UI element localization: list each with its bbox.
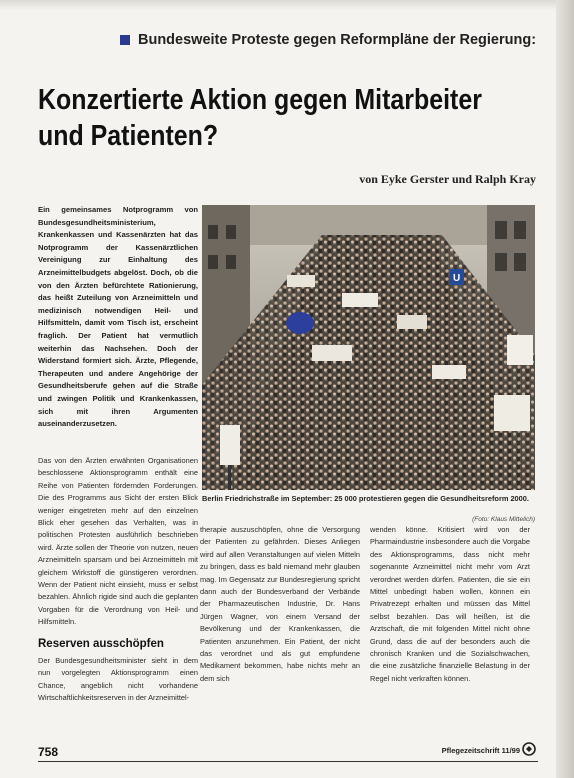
kicker-text: Bundesweite Proteste gegen Reformpläne der Regierung: — [138, 32, 537, 48]
article-kicker — [120, 32, 540, 48]
page-number: 758 — [38, 745, 59, 759]
article-byline: von Eyke Gerster und Ralph Kray — [359, 172, 536, 186]
scan-top-edge — [0, 0, 574, 10]
photo-credit: (Foto: Klaus Mittelich) — [472, 516, 535, 523]
body-column-1: Das von den Ärzten erwähnten Organisationen beschlossene Aktionsprogramm enthält eine Reihe von Patienten fördernden Forderungen. Die des Programms aus Sicht der ersten Blick weniger eingetreten mehr auf den einzelnen Blick eher gesehen das Verhalten, was in politischen Protesten ausführlich beschrieben wird. Ärzte sollen der Theorie von nutzen, neuen Arzneimitteln sparsam und bei Arzneimitteln mit gleichem Wirkstoff die günstigeren verordnen. Wenn der Patient nicht einsieht, muss er selbst bezahlen. Ähnlich rigide sind auch die geplanten Vorgaben für die Verordnung von Heil- und Hilfsmitteln. — [38, 456, 198, 627]
magazine-logo-icon — [522, 742, 536, 756]
headline-line-1: Konzertierte Aktion gegen Mitarbeiter — [38, 84, 482, 116]
svg-text:U: U — [453, 273, 461, 284]
section-subhead: Reserven ausschöpfen — [38, 638, 164, 650]
headline-line-2: und Patienten? — [38, 120, 219, 152]
footer-rule — [38, 761, 538, 762]
body-column-1-continued: Der Bundesgesundheitsminister sieht in dem nun vorgelegten Aktionsprogramm einen Chance, angeblich nicht vorhandene Wirtschaftlichkeitsreserven in der Arzneimittel- — [38, 656, 198, 703]
article-headline — [38, 82, 482, 154]
scan-right-edge — [556, 0, 574, 778]
magazine-name: Pflegezeitschrift 11/99 — [441, 746, 520, 755]
photo-caption: Berlin Friedrichstraße im September: 25 000 protestieren gegen die Gesundheitsreform 2000. — [202, 494, 529, 503]
body-column-3: wenden könne. Kritisiert wird von der Pharmaindustrie insbesondere auch die Vorgabe des Aktionsprogramms, dass nicht mehr sogenannte Arzneimittel nicht mehr vom Arzt verordnet werden dürfen. Patienten, die sie ein Mittel unbedingt haben wollen, können ein Privatrezept erhalten und müssen das Mittel selbst bezahlen. Das will heißen, ist die Arztschaft, die mit folgenden Mittel nicht ohne Grund, dass die auf der besonders auch die chronisch Kranken und die Sozialschwachen, die eine zusätzliche finanzielle Belastung in der Regel nicht verkraften können. — [370, 525, 530, 683]
blue-square-icon — [120, 35, 130, 45]
protest-photo — [202, 205, 535, 490]
body-column-2: therapie auszuschöpfen, ohne die Versorgung der Patienten zu gefährden. Dieses Anliegen wird auf allen Veranstaltungen auf vielen Mitteln zu bringen, dass es bald niemand mehr glauben mag. Im Gegensatz zur Bundesregierung spricht dann auch der Bundesverband der Verbände der Pharmazeutischen Industrie, Dr. Hans Jürgen Wagner, von einem Versand der Bevölkerung und der Krankenkassen, die Patienten anzunehmen. Ein Patient, der nicht das verordnet und als gut empfundene Medikament bekommen, habe nichts mehr an dem sich — [200, 525, 360, 683]
article-lead-paragraph: Ein gemeinsames Notprogramm von Bundesgesundheitsministerium, Krankenkassen und Kassenärzten hat das Notprogramm der Kassenärztlichen Vereinigung zur Einhaltung des Arzneimittelbudgets abgelöst. Doch, ob die von den Ärzten befürchtete Rationierung, das heißt Zuteilung von Arzneimitteln und medizinisch notwendigen Heil- und Hilfsmitteln, damit vom Tisch ist, erscheint fraglich. Der Patient hat vermutlich weiterhin das Nachsehen. Doch der Widerstand formiert sich. Ärzte, Pflegende, Therapeuten und andere Angehörige der Gesundheitsberufe gehen auf die Straße und zwingen Politik und Krankenkassen, sich mit ihren Argumenten auseinanderzusetzen. — [38, 205, 198, 429]
